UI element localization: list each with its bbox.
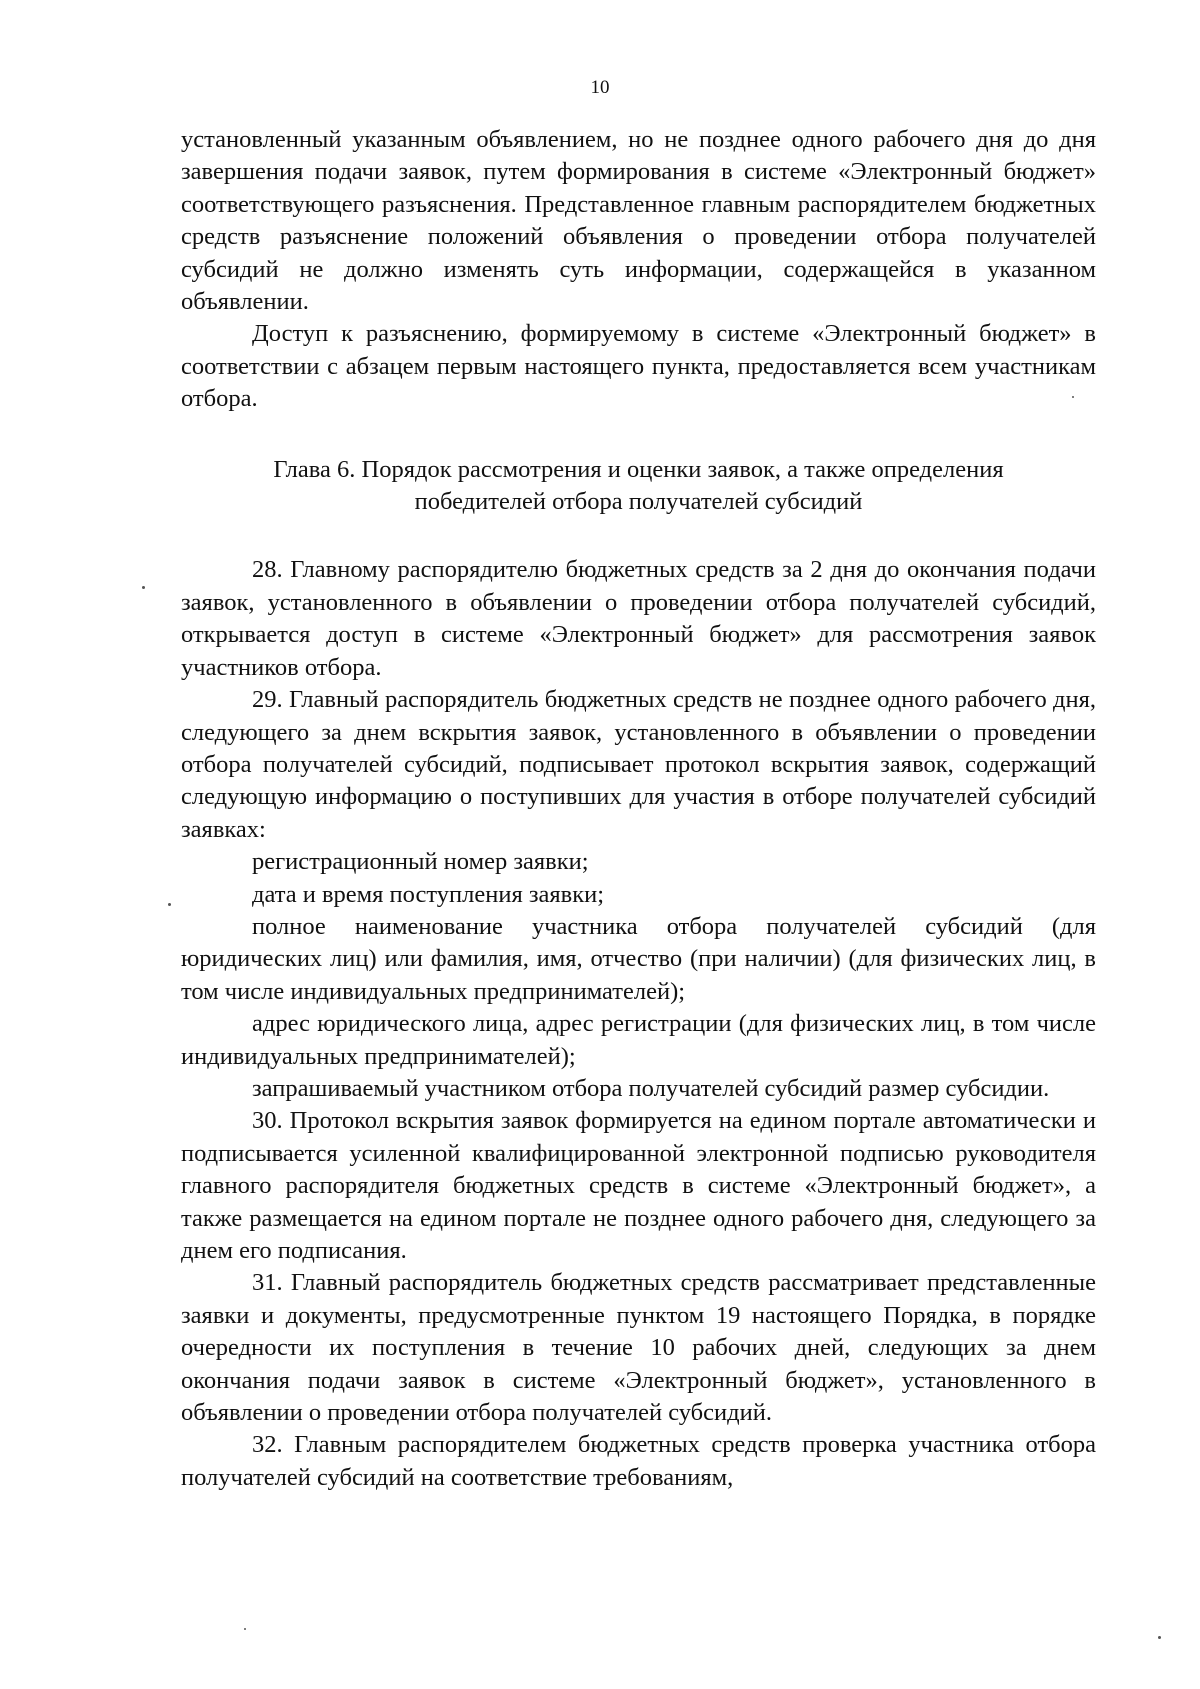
chapter-heading-line-2: победителей отбора получателей субсидий <box>414 488 863 516</box>
scan-speck <box>1158 1636 1161 1639</box>
scan-speck <box>142 586 145 589</box>
page-number: 10 <box>590 77 610 98</box>
list-item-full-name: полное наименование участника отбора получателей субсидий (для юридических лиц) или фамилия, имя, отчество (при наличии) (для физических лиц, в том числе индивидуальных предпринимателей); <box>181 912 1096 1005</box>
paragraph-access-clarification: Доступ к разъяснению, формируемому в системе «Электронный бюджет» в соответствии с абзацем первым настоящего пункта, предоставляется всем участникам отбора. <box>181 320 1096 413</box>
chapter-heading <box>181 454 1096 519</box>
paragraph-item-31: 31. Главный распорядитель бюджетных средств рассматривает представленные заявки и документы, предусмотренные пунктом 19 настоящего Порядка, в порядке очередности их поступления в течение 10 рабочих дней, следующих за днем окончания подачи заявок в системе «Электронный бюджет», установленного в объявлении о проведении отбора получателей субсидий. <box>181 1269 1096 1427</box>
paragraph-item-29: 29. Главный распорядитель бюджетных средств не позднее одного рабочего дня, следующего за днем вскрытия заявок, установленного в объявлении о проведении отбора получателей субсидий, подписывает протокол вскрытия заявок, содержащий следующую информацию о поступивших для участия в отборе получателей субсидий заявках: <box>181 686 1096 843</box>
scan-speck <box>168 903 171 906</box>
list-item-subsidy-amount: запрашиваемый участником отбора получателей субсидий размер субсидии. <box>252 1074 1050 1102</box>
list-item-address: адрес юридического лица, адрес регистрации (для физических лиц, в том числе индивидуальных предпринимателей); <box>181 1010 1096 1070</box>
list-item-registration-number: регистрационный номер заявки; <box>252 848 589 876</box>
scan-speck <box>244 1628 246 1630</box>
paragraph-item-28: 28. Главному распорядителю бюджетных средств за 2 дня до окончания подачи заявок, установленного в объявлении о проведении отбора получателей субсидий, открывается доступ в системе «Электронный бюджет» для рассмотрения заявок участников отбора. <box>181 556 1096 681</box>
paragraph-item-30: 30. Протокол вскрытия заявок формируется на едином портале автоматически и подписывается усиленной квалифицированной электронной подписью руководителя главного распорядителя бюджетных средств в системе «Электронный бюджет», а также размещается на едином портале не позднее одного рабочего дня, следующего за днем его подписания. <box>181 1107 1096 1264</box>
paragraph-continued: установленный указанным объявлением, но не позднее одного рабочего дня до дня завершения подачи заявок, путем формирования в системе «Электронный бюджет» соответствующего разъяснения. Представленное главным распорядителем бюджетных средств разъяснение положений объявления о проведении отбора получателей субсидий не должно изменять суть информации, содержащейся в указанном объявлении. <box>181 126 1096 316</box>
chapter-heading-line-1: Глава 6. Порядок рассмотрения и оценки заявок, а также определения <box>273 455 1004 483</box>
scan-speck <box>1072 396 1074 398</box>
document-body <box>181 124 1096 1494</box>
list-item-date-time: дата и время поступления заявки; <box>252 880 605 908</box>
paragraph-item-32: 32. Главным распорядителем бюджетных средств проверка участника отбора получателей субсидий на соответствие требованиям, <box>181 1431 1096 1491</box>
